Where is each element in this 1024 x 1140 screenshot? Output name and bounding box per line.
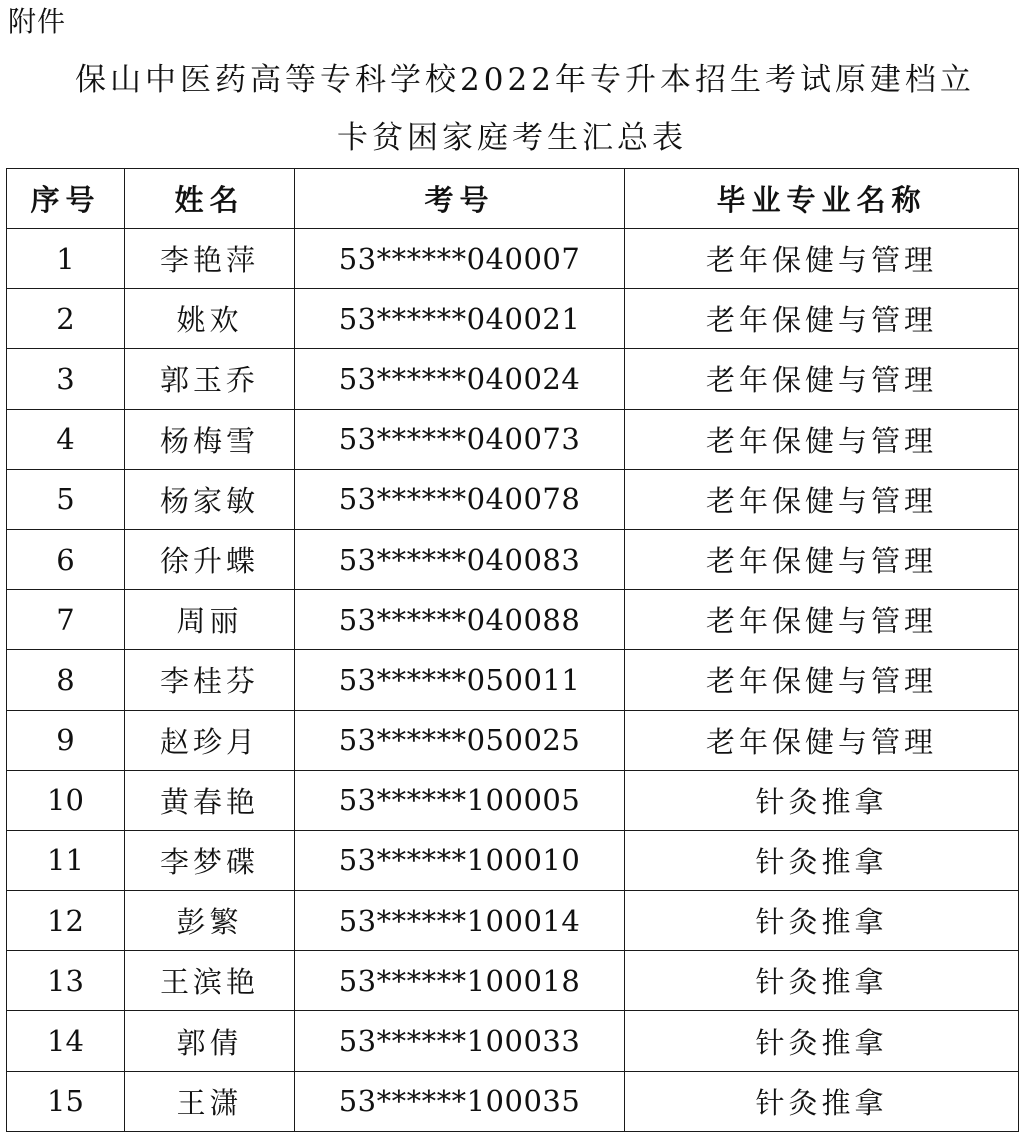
row-name-cell: 郭玉乔: [125, 349, 295, 409]
row-name-cell: 徐升蝶: [125, 529, 295, 589]
table-row: [7, 770, 1019, 830]
document-title-line-1: 保山中医药高等专科学校2022年专升本招生考试原建档立: [75, 62, 975, 98]
row-exam-number-cell: 53******050025: [295, 710, 625, 770]
row-major-cell: 针灸推拿: [625, 770, 1019, 830]
row-major-cell: 针灸推拿: [625, 951, 1019, 1011]
row-exam-number-cell: 53******040021: [295, 289, 625, 349]
table-row: [7, 710, 1019, 770]
row-index-cell: 13: [7, 951, 125, 1011]
header-exam-number: 考号: [295, 169, 625, 229]
row-exam-number-cell: 53******040073: [295, 409, 625, 469]
row-exam-number-cell: 53******100035: [295, 1071, 625, 1131]
row-name-cell: 王滨艳: [125, 951, 295, 1011]
row-exam-number-cell: 53******040024: [295, 349, 625, 409]
row-name-cell: 黄春艳: [125, 770, 295, 830]
row-index-cell: 14: [7, 1011, 125, 1071]
row-index-cell: 8: [7, 650, 125, 710]
row-major-cell: 老年保健与管理: [625, 349, 1019, 409]
row-major-cell: 老年保健与管理: [625, 650, 1019, 710]
candidate-summary-table: [6, 168, 1019, 1132]
row-exam-number-cell: 53******040083: [295, 529, 625, 589]
row-exam-number-cell: 53******040078: [295, 469, 625, 529]
row-name-cell: 杨家敏: [125, 469, 295, 529]
header-name: 姓名: [125, 169, 295, 229]
table-header-row: [7, 169, 1019, 229]
table-row: [7, 529, 1019, 589]
table-row: [7, 229, 1019, 289]
row-name-cell: 李桂芬: [125, 650, 295, 710]
row-index-cell: 9: [7, 710, 125, 770]
row-index-cell: 4: [7, 409, 125, 469]
row-name-cell: 周丽: [125, 590, 295, 650]
table-row: [7, 951, 1019, 1011]
table-row: [7, 1011, 1019, 1071]
row-exam-number-cell: 53******040088: [295, 590, 625, 650]
table-row: [7, 409, 1019, 469]
row-index-cell: 3: [7, 349, 125, 409]
table-row: [7, 469, 1019, 529]
row-exam-number-cell: 53******100014: [295, 891, 625, 951]
row-major-cell: 老年保健与管理: [625, 710, 1019, 770]
row-exam-number-cell: 53******100018: [295, 951, 625, 1011]
row-major-cell: 针灸推拿: [625, 1071, 1019, 1131]
row-major-cell: 针灸推拿: [625, 1011, 1019, 1071]
row-index-cell: 15: [7, 1071, 125, 1131]
table-row: [7, 289, 1019, 349]
table-row: [7, 891, 1019, 951]
row-exam-number-cell: 53******100033: [295, 1011, 625, 1071]
table-row: [7, 349, 1019, 409]
row-name-cell: 杨梅雪: [125, 409, 295, 469]
row-major-cell: 老年保健与管理: [625, 409, 1019, 469]
row-index-cell: 10: [7, 770, 125, 830]
row-index-cell: 11: [7, 830, 125, 890]
row-exam-number-cell: 53******100005: [295, 770, 625, 830]
header-index: 序号: [7, 169, 125, 229]
table-row: [7, 590, 1019, 650]
row-major-cell: 老年保健与管理: [625, 590, 1019, 650]
row-major-cell: 针灸推拿: [625, 891, 1019, 951]
document-title-line-2: 卡贫困家庭考生汇总表: [337, 120, 687, 156]
row-name-cell: 王潇: [125, 1071, 295, 1131]
row-index-cell: 2: [7, 289, 125, 349]
attachment-label: 附件: [8, 5, 67, 38]
row-major-cell: 老年保健与管理: [625, 289, 1019, 349]
table-row: [7, 1071, 1019, 1131]
table-row: [7, 650, 1019, 710]
row-index-cell: 6: [7, 529, 125, 589]
row-name-cell: 李梦碟: [125, 830, 295, 890]
row-name-cell: 郭倩: [125, 1011, 295, 1071]
row-index-cell: 1: [7, 229, 125, 289]
row-index-cell: 7: [7, 590, 125, 650]
row-major-cell: 老年保健与管理: [625, 529, 1019, 589]
row-name-cell: 赵珍月: [125, 710, 295, 770]
row-name-cell: 姚欢: [125, 289, 295, 349]
row-exam-number-cell: 53******050011: [295, 650, 625, 710]
row-exam-number-cell: 53******100010: [295, 830, 625, 890]
row-name-cell: 李艳萍: [125, 229, 295, 289]
row-index-cell: 12: [7, 891, 125, 951]
table-row: [7, 830, 1019, 890]
row-major-cell: 针灸推拿: [625, 830, 1019, 890]
row-index-cell: 5: [7, 469, 125, 529]
row-major-cell: 老年保健与管理: [625, 469, 1019, 529]
row-major-cell: 老年保健与管理: [625, 229, 1019, 289]
row-exam-number-cell: 53******040007: [295, 229, 625, 289]
row-name-cell: 彭繁: [125, 891, 295, 951]
header-major: 毕业专业名称: [625, 169, 1019, 229]
